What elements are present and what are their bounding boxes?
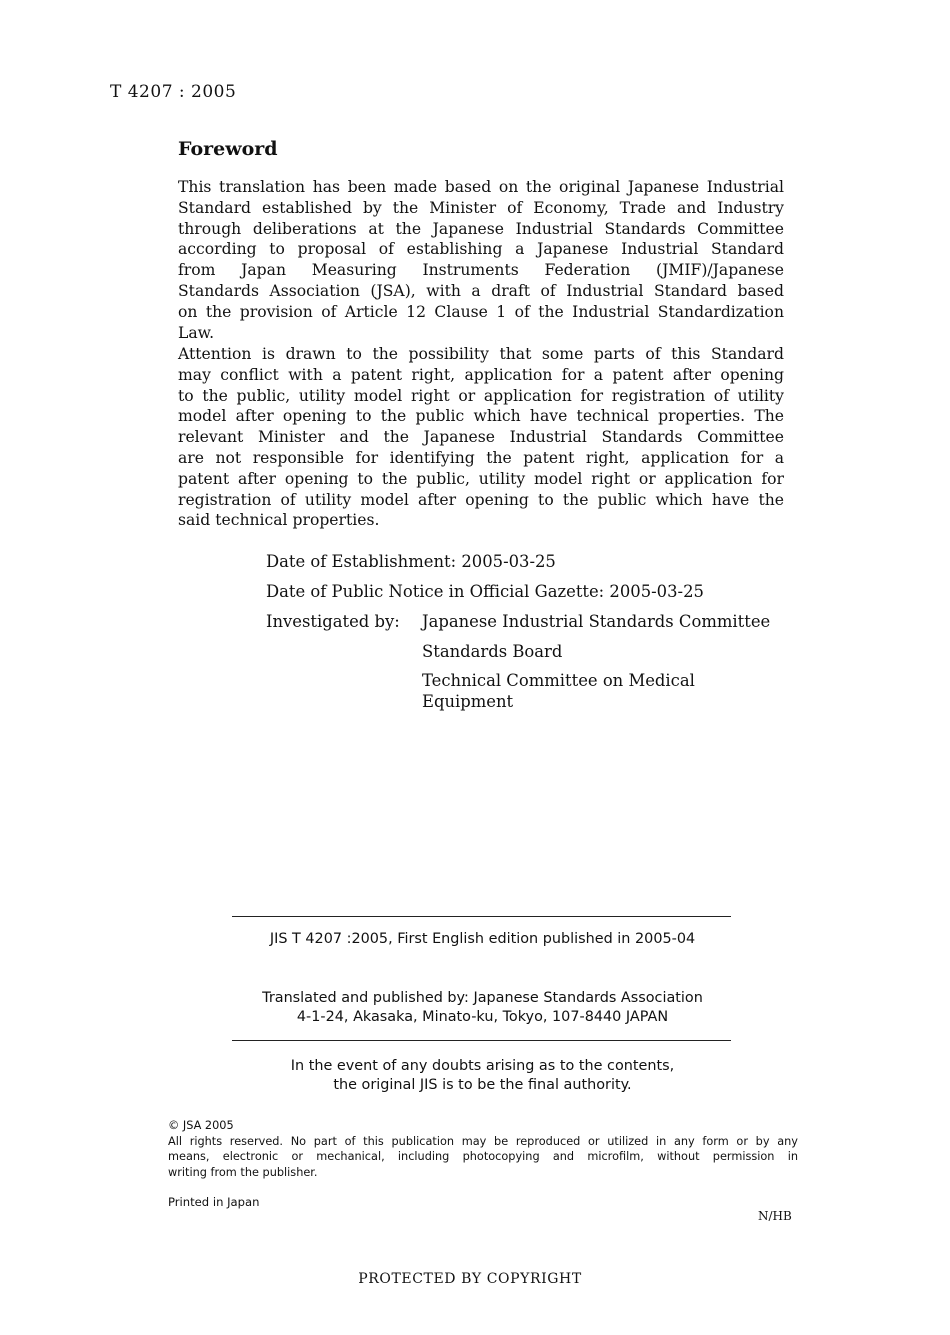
investigated-by-label: Investigated by: bbox=[266, 612, 400, 631]
foreword-title: Foreword bbox=[178, 138, 278, 160]
paragraph-line: Law. bbox=[178, 323, 215, 342]
paragraph-line: from Japan Measuring Instruments Federation (JMIF)/Japanese bbox=[178, 261, 784, 280]
copyright-notice bbox=[168, 1118, 798, 1180]
paragraph-line: Standard established by the Minister of Economy, Trade and Industry bbox=[178, 198, 784, 217]
document-code: T 4207 : 2005 bbox=[110, 82, 237, 102]
rights-line: means, electronic or mechanical, including photocopying and microfilm, without permission in bbox=[168, 1150, 798, 1163]
printed-in: Printed in Japan bbox=[168, 1195, 260, 1209]
foreword-paragraph-1 bbox=[178, 177, 784, 343]
paragraph-line: on the provision of Article 12 Clause 1 of the Industrial Standardization bbox=[178, 302, 784, 321]
date-of-public-notice: Date of Public Notice in Official Gazette: 2005-03-25 bbox=[266, 582, 704, 601]
paragraph-line: patent after opening to the public, utility model right or application for bbox=[178, 469, 784, 488]
edition-statement: JIS T 4207 :2005, First English edition published in 2005-04 bbox=[269, 931, 696, 947]
paragraph-line: through deliberations at the Japanese Industrial Standards Committee bbox=[178, 219, 784, 238]
divider-bottom bbox=[232, 1040, 731, 1041]
paragraph-line: model after opening to the public which have technical properties. The bbox=[178, 407, 784, 426]
rights-line: writing from the publisher. bbox=[168, 1165, 318, 1179]
rights-line: All rights reserved. No part of this publication may be reproduced or utilized in any form or by any bbox=[168, 1134, 798, 1148]
authority-notice bbox=[200, 1057, 765, 1095]
authority-notice-line: In the event of any doubts arising as to the contents, bbox=[290, 1058, 675, 1074]
paragraph-line: registration of utility model after opening to the public which have the bbox=[178, 490, 784, 509]
catalog-code: N/HB bbox=[758, 1209, 792, 1223]
copyright-symbol-line: © JSA 2005 bbox=[168, 1119, 234, 1132]
paragraph-line: to the public, utility model right or application for registration of utility bbox=[178, 386, 784, 405]
protected-by-copyright: PROTECTED BY COPYRIGHT bbox=[358, 1271, 582, 1287]
publisher-address: 4-1-24, Akasaka, Minato-ku, Tokyo, 107-8440 JAPAN bbox=[296, 1009, 669, 1025]
paragraph-line: are not responsible for identifying the patent right, application for a bbox=[178, 448, 784, 467]
date-of-establishment: Date of Establishment: 2005-03-25 bbox=[266, 552, 556, 571]
investigated-by-item: Japanese Industrial Standards Committee bbox=[422, 612, 771, 631]
paragraph-line: according to proposal of establishing a Japanese Industrial Standard bbox=[178, 240, 784, 259]
publisher-line: Translated and published by: Japanese Standards Association bbox=[262, 990, 703, 1006]
paragraph-line: relevant Minister and the Japanese Industrial Standards Committee bbox=[178, 428, 784, 447]
investigated-by-item: Standards Board bbox=[422, 642, 563, 661]
authority-notice-line: the original JIS is to be the final authority. bbox=[333, 1077, 632, 1093]
divider-top bbox=[232, 916, 731, 917]
investigated-by-item: Technical Committee on Medical Equipment bbox=[422, 671, 695, 711]
paragraph-line: said technical properties. bbox=[178, 511, 380, 530]
paragraph-line: may conflict with a patent right, application for a patent after opening bbox=[178, 365, 784, 384]
paragraph-line: Standards Association (JSA), with a draft of Industrial Standard based bbox=[178, 281, 784, 300]
foreword-paragraph-2 bbox=[178, 344, 784, 531]
paragraph-line: This translation has been made based on the original Japanese Industrial bbox=[178, 178, 784, 196]
paragraph-line: Attention is drawn to the possibility that some parts of this Standard bbox=[178, 345, 784, 363]
publisher-block bbox=[200, 989, 765, 1027]
